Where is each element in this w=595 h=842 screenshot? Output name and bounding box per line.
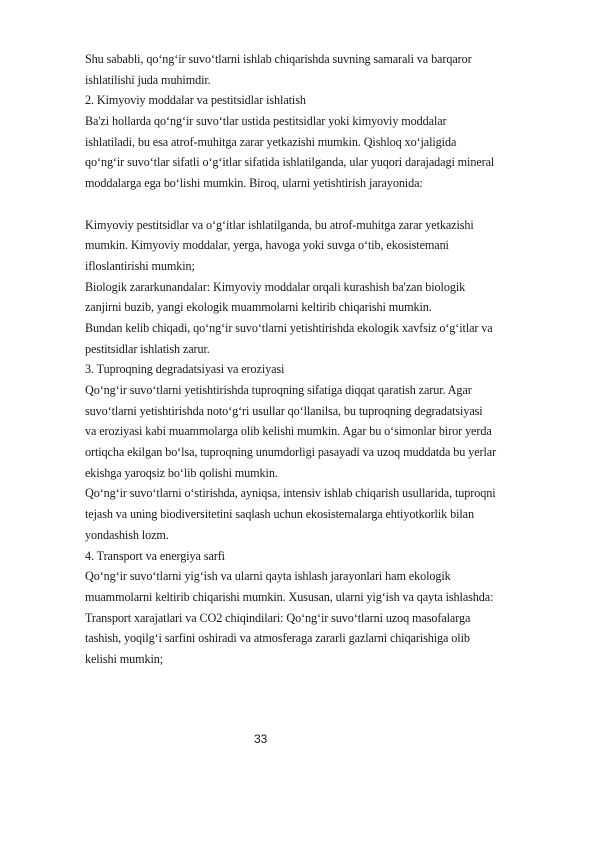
text-line: Transport xarajatlari va CO2 chiqindilari: Qo‘ng‘ir suvo‘tlarni uzoq masofalarga [85, 610, 471, 625]
text-line: tejash va uning biodiversitetini saqlash uchun ekosistemalarga ehtiyotkorlik bilan [85, 507, 474, 522]
page-number: 33 [254, 732, 268, 746]
section-heading: 4. Transport va energiya sarfi [85, 548, 225, 563]
text-line: Biologik zararkunandalar: Kimyoviy moddalar orqali kurashish ba'zan biologik [85, 279, 466, 294]
text-line: pestitsidlar ishlatish zarur. [85, 341, 210, 356]
text-line: ishlatiladi, bu esa atrof-muhitga zarar yetkazishi mumkin. Qishloq xo‘jaligida [85, 134, 457, 149]
text-line: Qo‘ng‘ir suvo‘tlarni o‘stirishda, ayniqsa, intensiv ishlab chiqarish usullarida, tuproqni [85, 486, 496, 501]
text-line: tashish, yoqilg‘i sarfini oshiradi va atmosferaga zararli gazlarni chiqarishiga olib [85, 631, 470, 646]
text-line: mumkin. Kimyoviy moddalar, yerga, havoga yoki suvga o‘tib, ekosistemani [85, 238, 449, 253]
text-line: Ba'zi hollarda qo‘ng‘ir suvo‘tlar ustida pestitsidlar yoki kimyoviy moddalar [85, 114, 447, 129]
text-line: Qo‘ng‘ir suvo‘tlarni yetishtirishda tuproqning sifatiga diqqat qaratish zarur. Agar [85, 383, 472, 397]
document-body [85, 49, 573, 670]
text-line: va eroziyasi kabi muammolarga olib kelishi mumkin. Agar bu o‘simonlar biror yerda [85, 424, 492, 439]
text-line: zanjirni buzib, yangi ekologik muammolarni keltirib chiqarishi mumkin. [85, 300, 432, 315]
text-line: suvo‘tlarni yetishtirishda noto‘g‘ri usullar qo‘llanilsa, bu tuproqning degradatsiyasi [85, 403, 483, 418]
text-line: yondashish lozm. [85, 527, 169, 542]
text-line: ekishga yaroqsiz bo‘lib qolishi mumkin. [85, 465, 278, 480]
text-line: moddalarga ega bo‘lishi mumkin. Biroq, ularni yetishtirish jarayonida: [85, 176, 423, 191]
section-heading: 3. Tuproqning degradatsiyasi va eroziyasi [85, 362, 285, 377]
text-line: muammolarni keltirib chiqarishi mumkin. Xususan, ularni yig‘ish va qayta ishlashda: [85, 589, 494, 604]
text-line: kelishi mumkin; [85, 651, 164, 666]
text-line: Kimyoviy pestitsidlar va o‘g‘itlar ishlatilganda, bu atrof-muhitga zarar yetkazishi [85, 217, 474, 232]
text-line: ishlatilishi juda muhimdir. [85, 72, 211, 87]
text-line: Bundan kelib chiqadi, qo‘ng‘ir suvo‘tlarni yetishtirishda ekologik xavfsiz o‘g‘itlar va [85, 320, 493, 335]
text-line: Shu sababli, qo‘ng‘ir suvo‘tlarni ishlab chiqarishda suvning samarali va barqaror [85, 52, 472, 66]
text-line: ifloslantirishi mumkin; [85, 258, 195, 273]
text-line: Qo‘ng‘ir suvo‘tlarni yig‘ish va ularni qayta ishlash jarayonlari ham ekologik [85, 569, 451, 584]
blank-line [85, 194, 573, 215]
section-heading: 2. Kimyoviy moddalar va pestitsidlar ishlatish [85, 93, 306, 108]
text-line: qo‘ng‘ir suvo‘tlar sifatli o‘g‘itlar sifatida ishlatilganda, ular yuqori darajadagi mineral [85, 155, 495, 170]
text-line: ortiqcha ekilgan bo‘lsa, tuproqning unumdorligi pasayadi va uzoq muddatda bu yerlar [85, 445, 497, 460]
